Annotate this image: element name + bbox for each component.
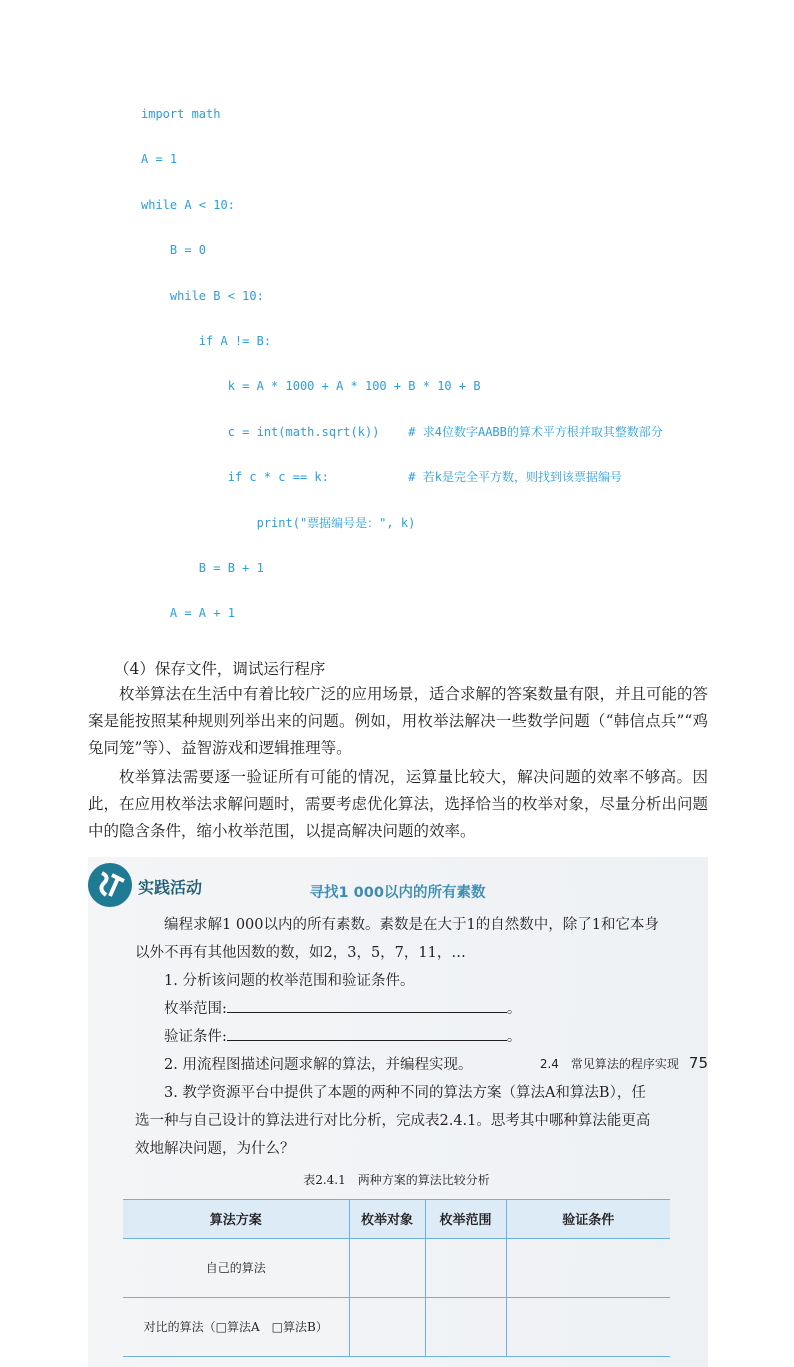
activity-title: 寻找1 000以内的所有素数 xyxy=(309,884,486,901)
activity-item-2: 2. 用流程图描述问题求解的算法，并编程实现。 xyxy=(164,1056,473,1073)
code-line: import math xyxy=(141,107,221,121)
activity-item-1: 1. 分析该问题的枚举范围和验证条件。 xyxy=(164,972,415,989)
activity-intro: 编程求解1 000以内的所有素数。素数是在大于1的自然数中，除了1和它本身以外不再有其他因数的数，如2，3，5，7，11，… xyxy=(135,916,659,961)
code-line: while A < 10: xyxy=(141,197,235,212)
page-content xyxy=(88,78,708,1367)
range-label: 枚举范围: xyxy=(164,1000,227,1017)
section-title: 2.4 常见算法的程序实现 xyxy=(539,1057,679,1071)
table-cell[interactable] xyxy=(425,1238,506,1297)
table-header-row xyxy=(123,1199,670,1238)
table-cell[interactable] xyxy=(425,1297,506,1356)
table-header: 枚举对象 xyxy=(349,1199,425,1238)
table-header: 验证条件 xyxy=(506,1199,670,1238)
code-line: if c * c == k: # 若k是完全平方数，则找到该票据编号 xyxy=(141,470,622,485)
activity-body xyxy=(135,911,660,1163)
cond-label: 验证条件: xyxy=(164,1028,227,1045)
paragraph: 枚举算法在生活中有着比较广泛的应用场景，适合求解的答案数量有限，并且可能的答案是能按照某种规则列举出来的问题。例如，用枚举法解决一些数学问题（“韩信点兵”“鸡兔同笼”等）、益智游戏和逻辑推理等。 xyxy=(88,684,709,757)
page-footer xyxy=(540,1054,708,1072)
table-cell: 对比的算法（□算法A □算法B） xyxy=(123,1297,349,1356)
table-header: 枚举范围 xyxy=(425,1199,506,1238)
step-4: （4）保存文件，调试运行程序 xyxy=(114,659,326,678)
activity-label: 实践活动 xyxy=(138,877,203,897)
table-cell[interactable] xyxy=(506,1297,670,1356)
paragraph: 枚举算法需要逐一验证所有可能的情况，运算量比较大，解决问题的效率不够高。因此，在应用枚举法求解问题时，需要考虑优化算法，选择恰当的枚举对象，尽量分析出问题中的隐含条件，缩小枚举范围，以提高解决问题的效率。 xyxy=(88,767,709,840)
end-mark: 。 xyxy=(506,1028,522,1045)
table-row xyxy=(123,1297,670,1356)
code-line: while B < 10: xyxy=(141,288,264,303)
code-line: k = A * 1000 + A * 100 + B * 10 + B xyxy=(141,379,481,394)
code-line: A = 1 xyxy=(141,152,178,167)
code-line: c = int(math.sqrt(k)) # 求4位数字AABB的算术平方根并取其整数部分 xyxy=(141,424,663,439)
table-header: 算法方案 xyxy=(123,1199,349,1238)
end-mark: 。 xyxy=(506,1000,522,1017)
table-cell[interactable] xyxy=(349,1238,425,1297)
page-number: 75 xyxy=(688,1054,708,1072)
table-cell[interactable] xyxy=(506,1238,670,1297)
comparison-table xyxy=(123,1199,670,1357)
code-line: if A != B: xyxy=(141,333,272,348)
cond-blank[interactable] xyxy=(227,1026,507,1041)
range-row xyxy=(135,995,660,1023)
activity-item-3: 3. 教学资源平台中提供了本题的两种不同的算法方案（算法A和算法B），任选一种与自己设计的算法进行对比分析，完成表2.4.1。思考其中哪种算法能更高效地解决问题，为什么？ xyxy=(135,1084,651,1157)
cond-row xyxy=(135,1023,660,1051)
code-block xyxy=(141,78,708,651)
code-line: A = A + 1 xyxy=(141,606,235,621)
table-cell[interactable] xyxy=(349,1297,425,1356)
activity-box xyxy=(88,857,708,1367)
code-line: B = 0 xyxy=(141,243,207,258)
table-row xyxy=(123,1238,670,1297)
code-line: print("票据编号是：", k) xyxy=(141,515,416,530)
code-line: B = B + 1 xyxy=(141,560,264,575)
range-blank[interactable] xyxy=(227,998,507,1013)
table-caption: 表2.4.1 两种方案的算法比较分析 xyxy=(303,1172,490,1187)
wrench-hammer-icon xyxy=(88,863,132,907)
table-cell: 自己的算法 xyxy=(123,1238,349,1297)
activity-header xyxy=(88,863,708,911)
